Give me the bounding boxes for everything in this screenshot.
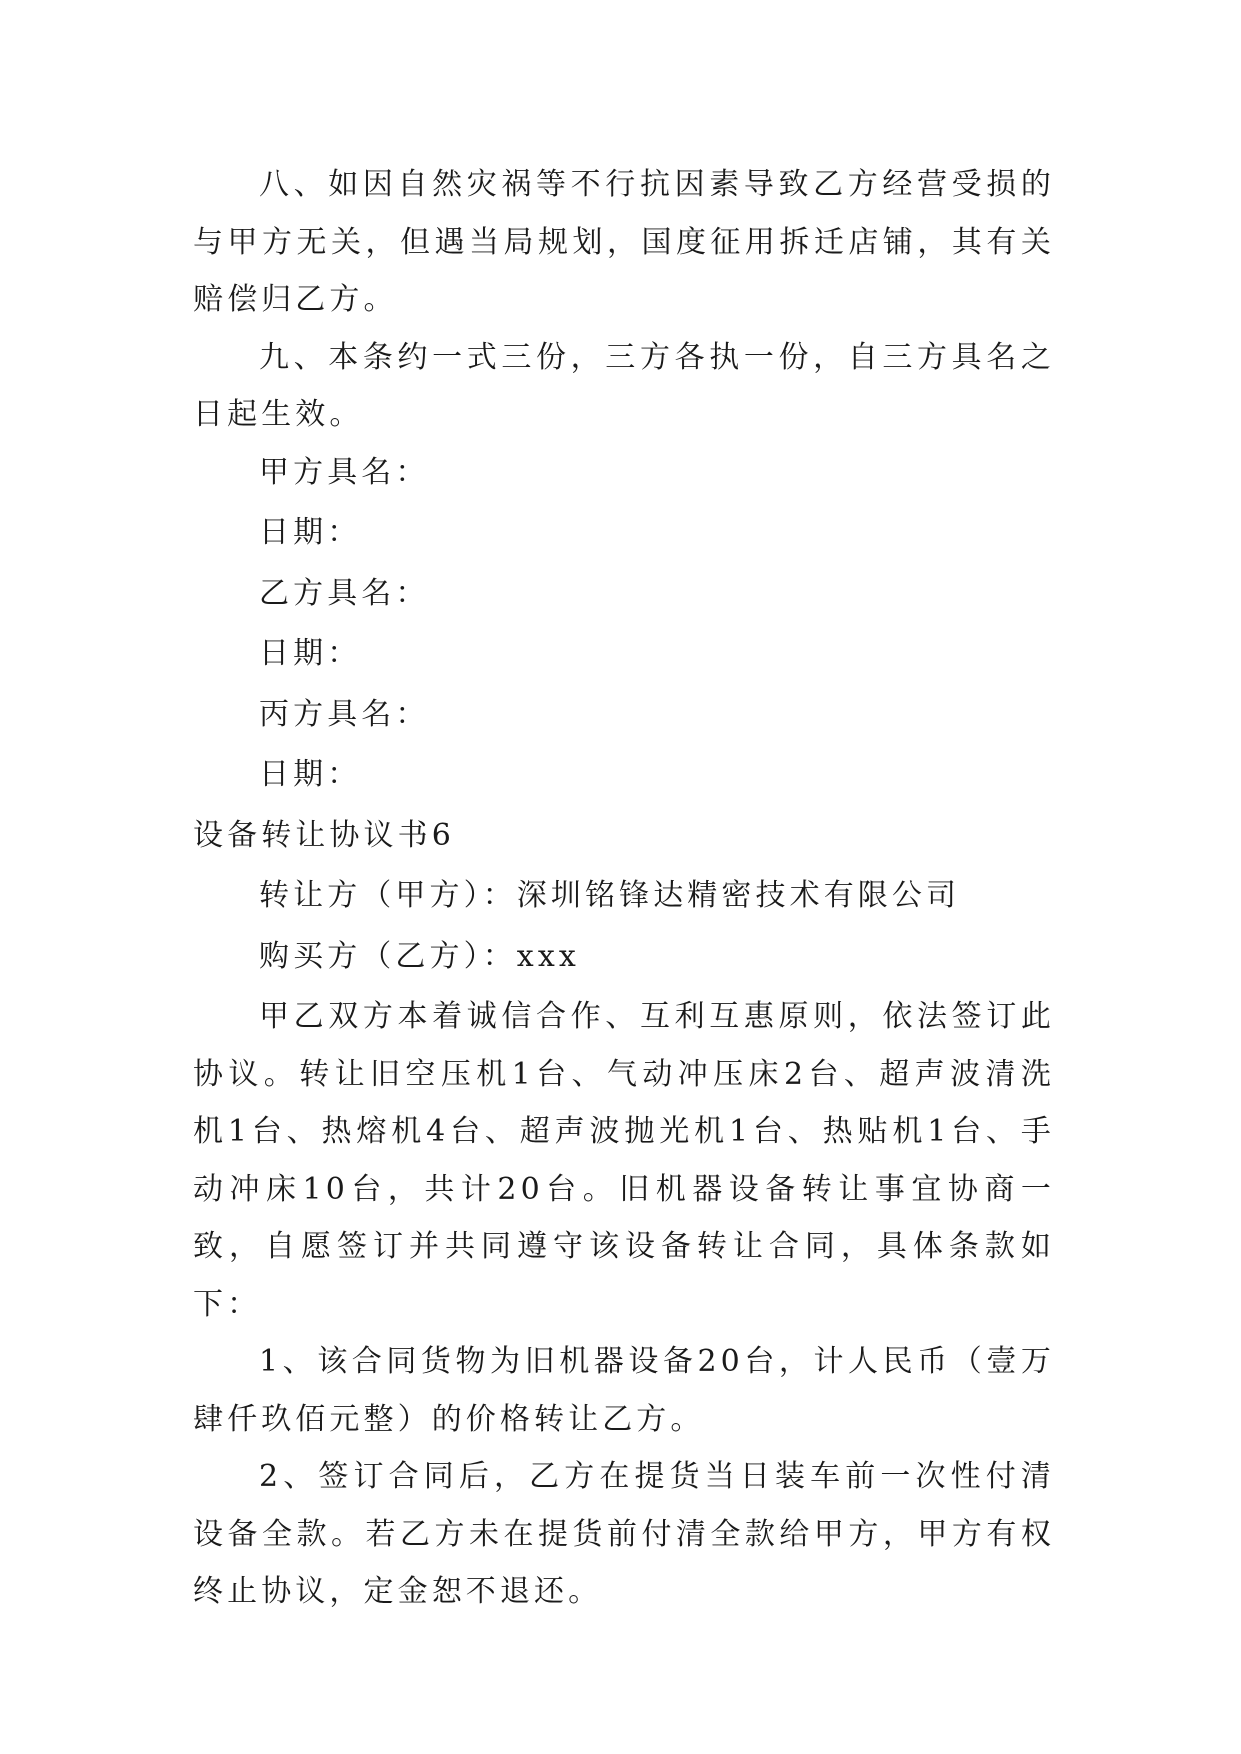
party-a-signature-line: 甲方具名： [259,454,430,490]
document-page [193,156,1055,1621]
transferor-line: 转让方（甲方）：深圳铭锋达精密技术有限公司 [259,878,961,913]
intro-paragraph: 甲乙双方本着诚信合作、互利互惠原则，依法签订此协议。转让旧空压机1台、气动冲压床2台、超声波清洗机1台、热熔机4台、超声波抛光机1台、热贴机1台、手动冲床10台，共计20台。旧机器设备转让事宜协商一致，自愿签订并共同遵守该设备转让合同，具体条款如下： [193,999,1055,1322]
party-b-date-line: 日期： [259,636,362,671]
clause-8-paragraph: 八、如因自然灾祸等不行抗因素导致乙方经营受损的与甲方无关，但遇当局规划，国度征用拆迁店铺，其有关赔偿归乙方。 [193,167,1055,317]
party-c-signature-line: 丙方具名： [259,696,430,732]
party-c-date-line: 日期： [259,757,362,792]
party-a-date-line: 日期： [259,515,362,550]
section-title: 设备转让协议书6 [193,817,455,853]
clause-9-paragraph: 九、本条约一式三份，三方各执一份，自三方具名之日起生效。 [193,339,1055,432]
term-1-paragraph: 1、该合同货物为旧机器设备20台，计人民币（壹万肆仟玖佰元整）的价格转让乙方。 [193,1344,1055,1437]
term-2-paragraph: 2、签订合同后，乙方在提货当日装车前一次性付清设备全款。若乙方未在提货前付清全款给甲方，甲方有权终止协议，定金恕不退还。 [193,1459,1055,1609]
buyer-line: 购买方（乙方）：xxx [259,938,580,974]
party-b-signature-line: 乙方具名： [259,575,430,611]
